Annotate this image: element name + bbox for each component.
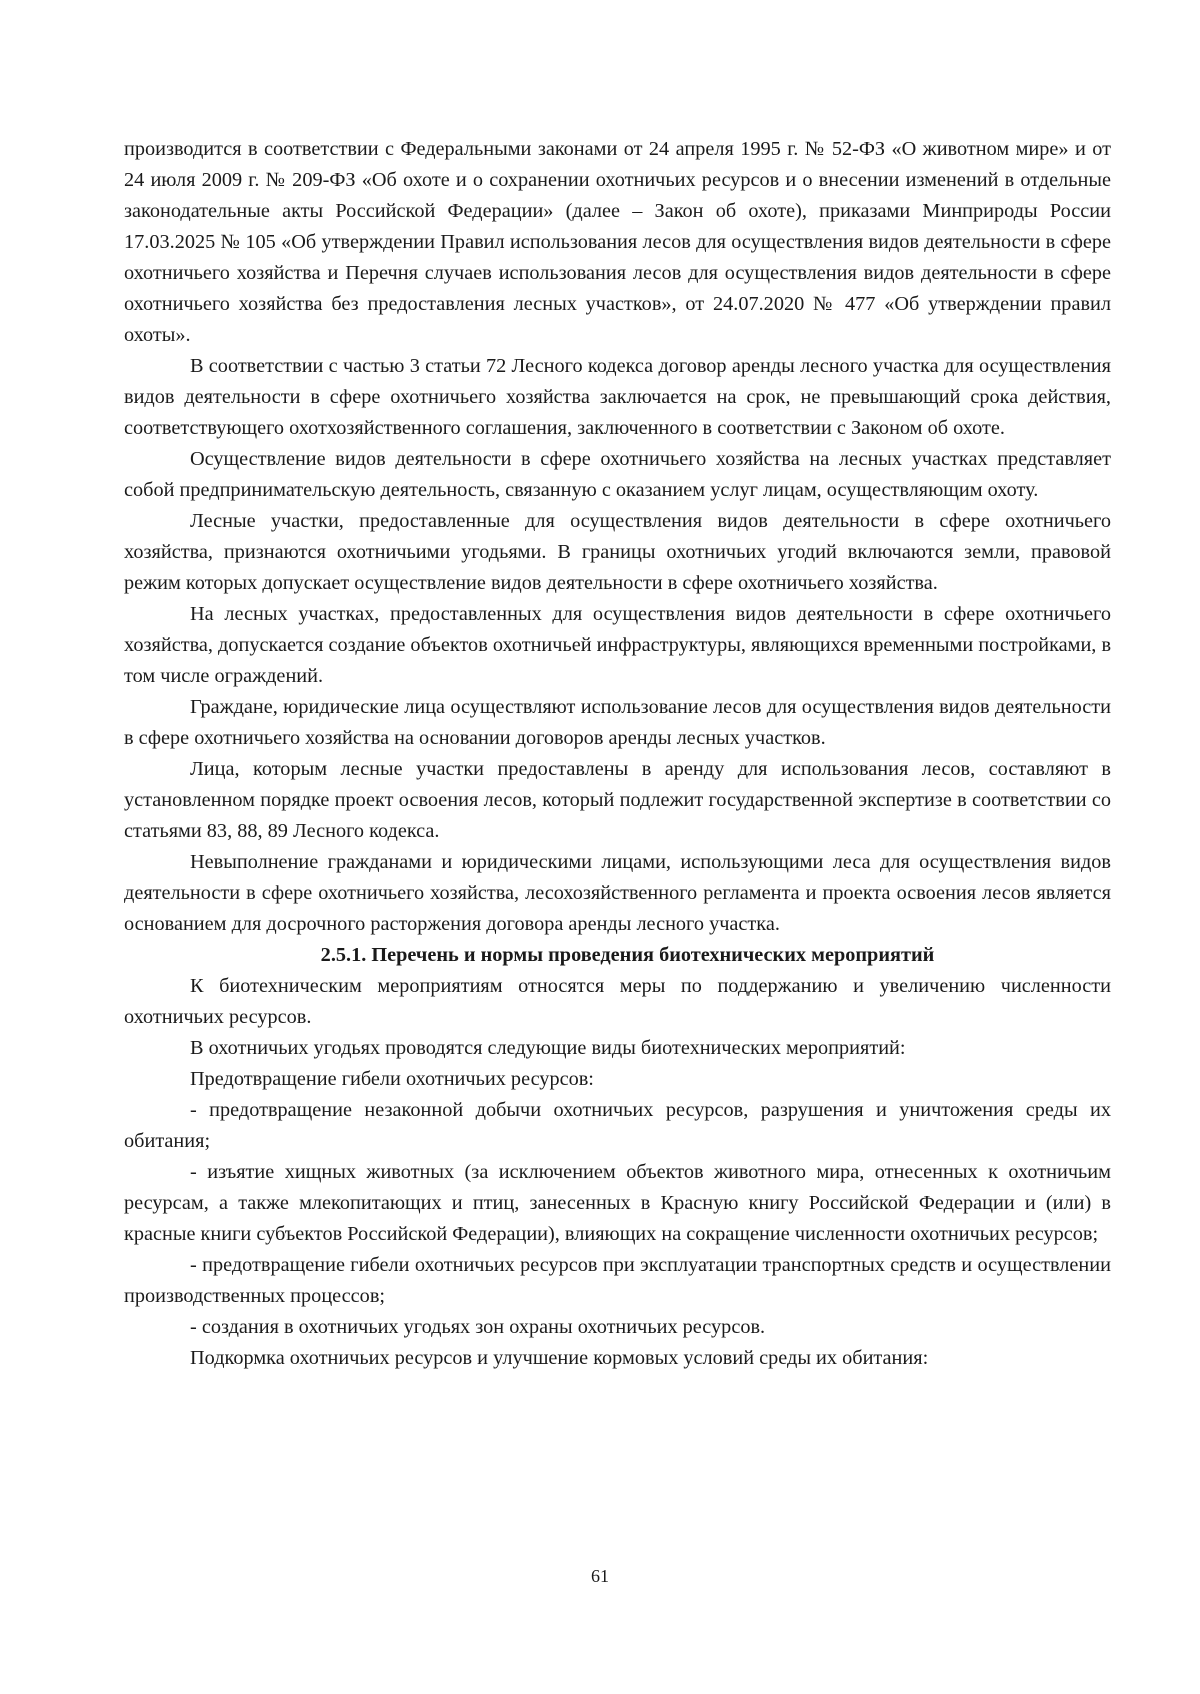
paragraph-biotech-types: В охотничьих угодьях проводятся следующие виды биотехнических мероприятий:	[190, 1037, 906, 1059]
paragraph-hunting-grounds: Лесные участки, предоставленные для осуществления видов деятельности в сфере охотничьего хозяйства, признаются охотничьими угодьями. В границы охотничьих угодий включаются земли, правовой режим которых допускает осуществление видов деятельности в сфере охотничьего хозяйства.	[124, 510, 1111, 594]
paragraph-prevention-title: Предотвращение гибели охотничьих ресурсов:	[190, 1068, 594, 1090]
section-heading: 2.5.1. Перечень и нормы проведения биотехнических мероприятий	[320, 944, 935, 966]
list-item-transport: - предотвращение гибели охотничьих ресурсов при эксплуатации транспортных средств и осуществлении производственных процессов;	[124, 1254, 1111, 1307]
paragraph-laws-intro: производится в соответствии с Федеральными законами от 24 апреля 1995 г. № 52-ФЗ «О животном мире» и от 24 июля 2009 г. № 209-ФЗ «Об охоте и о сохранении охотничьих ресурсов и о внесении изменений в отдельные законодательные акты Российской Федерации» (далее – Закон об охоте), приказами Минприроды России 17.03.2025 № 105 «Об утверждении Правил использования лесов для осуществления видов деятельности в сфере охотничьего хозяйства и Перечня случаев использования лесов для осуществления видов деятельности в сфере охотничьего хозяйства без предоставления лесных участков», от 24.07.2020 № 477 «Об утверждении правил охоты».	[124, 138, 1111, 346]
paragraph-feeding-title: Подкормка охотничьих ресурсов и улучшение кормовых условий среды их обитания:	[190, 1347, 929, 1369]
list-item-protection-zones: - создания в охотничьих угодьях зон охраны охотничьих ресурсов.	[190, 1316, 766, 1338]
paragraph-lease-basis: Граждане, юридические лица осуществляют использование лесов для осуществления видов деятельности в сфере охотничьего хозяйства на основании договоров аренды лесных участков.	[124, 696, 1111, 749]
paragraph-biotech-definition: К биотехническим мероприятиям относятся меры по поддержанию и увеличению численности охотничьих ресурсов.	[124, 975, 1111, 1028]
paragraph-development-project: Лица, которым лесные участки предоставлены в аренду для использования лесов, составляют в установленном порядке проект освоения лесов, который подлежит государственной экспертизе в соответствии со статьями 83, 88, 89 Лесного кодекса.	[124, 758, 1111, 842]
paragraph-business-activity: Осуществление видов деятельности в сфере охотничьего хозяйства на лесных участках представляет собой предпринимательскую деятельность, связанную с оказанием услуг лицам, осуществляющим охоту.	[124, 448, 1111, 501]
list-item-predators: - изъятие хищных животных (за исключением объектов животного мира, отнесенных к охотничьим ресурсам, а также млекопитающих и птиц, занесенных в Красную книгу Российской Федерации и (или) в красные книги субъектов Российской Федерации), влияющих на сокращение численности охотничьих ресурсов;	[124, 1161, 1111, 1245]
list-item-illegal-hunting: - предотвращение незаконной добычи охотничьих ресурсов, разрушения и уничтожения среды их обитания;	[124, 1099, 1111, 1152]
document-body	[124, 134, 1111, 1374]
paragraph-lease-term: В соответствии с частью 3 статьи 72 Лесного кодекса договор аренды лесного участка для осуществления видов деятельности в сфере охотничьего хозяйства заключается на срок, не превышающий срока действия, соответствующего охотхозяйственного соглашения, заключенного в соответствии с Законом об охоте.	[124, 355, 1111, 439]
paragraph-termination: Невыполнение гражданами и юридическими лицами, использующими леса для осуществления видов деятельности в сфере охотничьего хозяйства, лесохозяйственного регламента и проекта освоения лесов является основанием для досрочного расторжения договора аренды лесного участка.	[124, 851, 1111, 935]
page-number: 61	[591, 1566, 609, 1586]
paragraph-infrastructure: На лесных участках, предоставленных для осуществления видов деятельности в сфере охотничьего хозяйства, допускается создание объектов охотничьей инфраструктуры, являющихся временными постройками, в том числе ограждений.	[124, 603, 1112, 687]
